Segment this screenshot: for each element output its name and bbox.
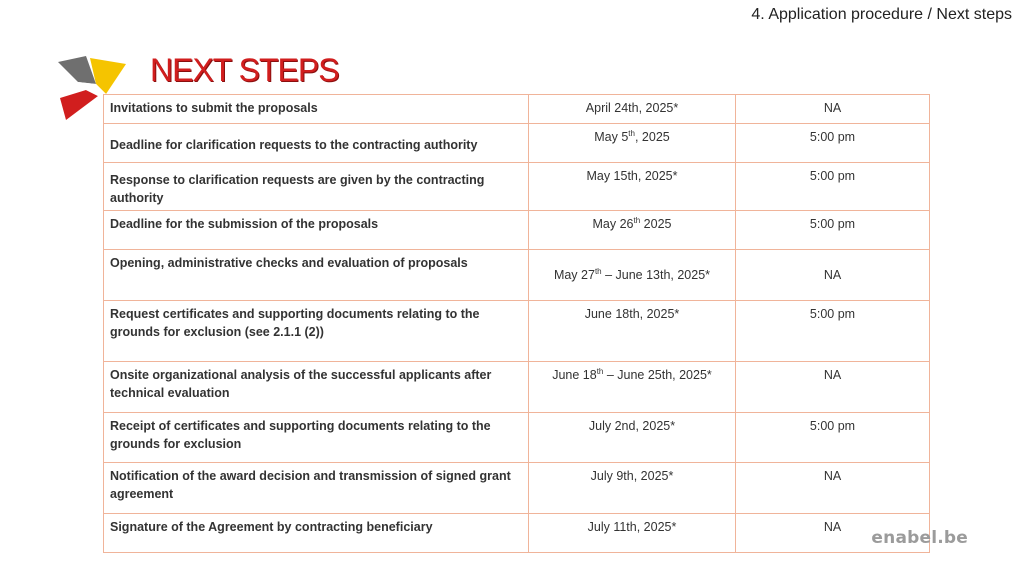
task-cell: Notification of the award decision and transmission of signed grant agreement — [104, 463, 529, 514]
next-steps-table — [103, 94, 930, 553]
time-cell: 5:00 pm — [736, 211, 930, 250]
date-cell: July 11th, 2025* — [529, 514, 736, 553]
date-cell — [529, 362, 736, 413]
table-row — [104, 250, 930, 301]
date-text: 2025 — [640, 217, 672, 231]
task-cell: Request certificates and supporting documents relating to the grounds for exclusion (see 2.1.1 (2)) — [104, 301, 529, 362]
date-cell: July 2nd, 2025* — [529, 413, 736, 463]
task-cell: Opening, administrative checks and evaluation of proposals — [104, 250, 529, 301]
date-text: – June 13th, 2025* — [601, 268, 711, 282]
date-superscript: th — [633, 215, 641, 225]
time-cell: 5:00 pm — [736, 163, 930, 211]
task-cell: Deadline for clarification requests to the contracting authority — [104, 124, 529, 163]
date-text: May 5 — [594, 130, 629, 144]
table-row — [104, 362, 930, 413]
time-cell: NA — [736, 362, 930, 413]
date-cell: April 24th, 2025* — [529, 95, 736, 124]
time-cell: 5:00 pm — [736, 124, 930, 163]
date-text: – June 25th, 2025* — [603, 368, 712, 382]
time-cell: NA — [736, 463, 930, 514]
date-superscript: th — [596, 366, 604, 376]
date-text: May 27 — [553, 268, 595, 282]
task-cell: Invitations to submit the proposals — [104, 95, 529, 124]
task-cell: Receipt of certificates and supporting documents relating to the grounds for exclusion — [104, 413, 529, 463]
date-cell: June 18th, 2025* — [529, 301, 736, 362]
task-cell: Response to clarification requests are given by the contracting authority — [104, 163, 529, 211]
time-cell: 5:00 pm — [736, 301, 930, 362]
section-breadcrumb: 4. Application procedure / Next steps — [751, 6, 1012, 23]
date-cell: July 9th, 2025* — [529, 463, 736, 514]
date-text: , 2025 — [634, 130, 670, 144]
table-row — [104, 301, 930, 362]
time-cell: 5:00 pm — [736, 413, 930, 463]
date-cell: May 15th, 2025* — [529, 163, 736, 211]
table-row — [104, 211, 930, 250]
date-cell — [529, 250, 736, 301]
table-row — [104, 163, 930, 211]
table-row — [104, 514, 930, 553]
task-cell: Onsite organizational analysis of the successful applicants after technical evaluation — [104, 362, 529, 413]
table-row — [104, 463, 930, 514]
time-cell: NA — [736, 250, 930, 301]
page-title: NEXT STEPS — [150, 52, 339, 88]
task-cell: Deadline for the submission of the proposals — [104, 211, 529, 250]
date-cell — [529, 124, 736, 163]
table-row — [104, 124, 930, 163]
date-text: June 18 — [552, 368, 597, 382]
task-cell: Signature of the Agreement by contracting beneficiary — [104, 514, 529, 553]
date-cell — [529, 211, 736, 250]
table-row — [104, 95, 930, 124]
time-cell: NA — [736, 514, 930, 553]
date-superscript: th — [628, 128, 635, 138]
date-text: May 26 — [592, 217, 634, 231]
time-cell: NA — [736, 95, 930, 124]
brand-footer: enabel.be — [871, 528, 968, 548]
date-superscript: th — [594, 266, 602, 276]
table-row — [104, 413, 930, 463]
